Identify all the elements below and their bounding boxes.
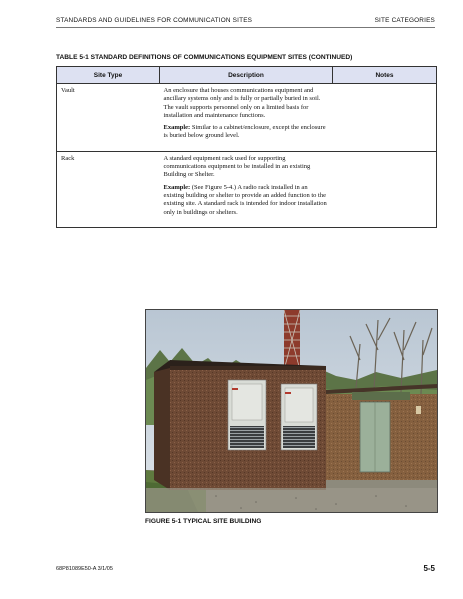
site-type-cell: Rack [57,151,160,227]
running-header-left: STANDARDS AND GUIDELINES FOR COMMUNICATION SITES [56,17,253,24]
description-cell [160,151,333,227]
example-body: (See Figure 5-4.) A radio rack installed in an existing building or shelter to provide an added function to the existing site. A standard rack is intended for indoor installation only in buildings or shelters. [163,183,327,216]
example-label: Example: [163,124,191,132]
column-header-notes: Notes [333,67,437,84]
table-header-row [57,67,437,84]
header-rule [56,27,435,28]
example-text [164,184,329,217]
description-text: A standard equipment rack used for supporting communications equipment to be installed in an existing Building or Shelter. [163,154,311,179]
page-number: 5-5 [423,564,435,573]
table-row [57,84,437,152]
column-header-description: Description [160,67,333,84]
table-title: TABLE 5-1 STANDARD DEFINITIONS OF COMMUNICATIONS EQUIPMENT SITES (CONTINUED) [56,54,353,61]
description-cell [160,84,333,152]
site-definitions-table [56,66,437,228]
notes-cell [333,84,437,152]
footer-document-id: 68P81089E50-A 3/1/05 [56,566,113,572]
site-building-photo [145,309,438,513]
running-header-right: SITE CATEGORIES [374,17,435,24]
example-label: Example: [163,183,191,191]
column-header-site-type: Site Type [57,67,160,84]
description-text: An enclosure that houses communications equipment and ancillary systems only and is fully or partially buried in soil. The vault supports personnel only on a limited basis for installation and maintenance functions. [163,87,321,119]
example-body: Similar to a cabinet/enclosure, except the enclosure is buried below ground level. [163,124,326,140]
site-type-cell: Vault [57,84,160,152]
notes-cell [333,151,437,227]
table-row [57,151,437,227]
example-text [164,124,329,141]
figure-caption: FIGURE 5-1 TYPICAL SITE BUILDING [145,518,262,525]
